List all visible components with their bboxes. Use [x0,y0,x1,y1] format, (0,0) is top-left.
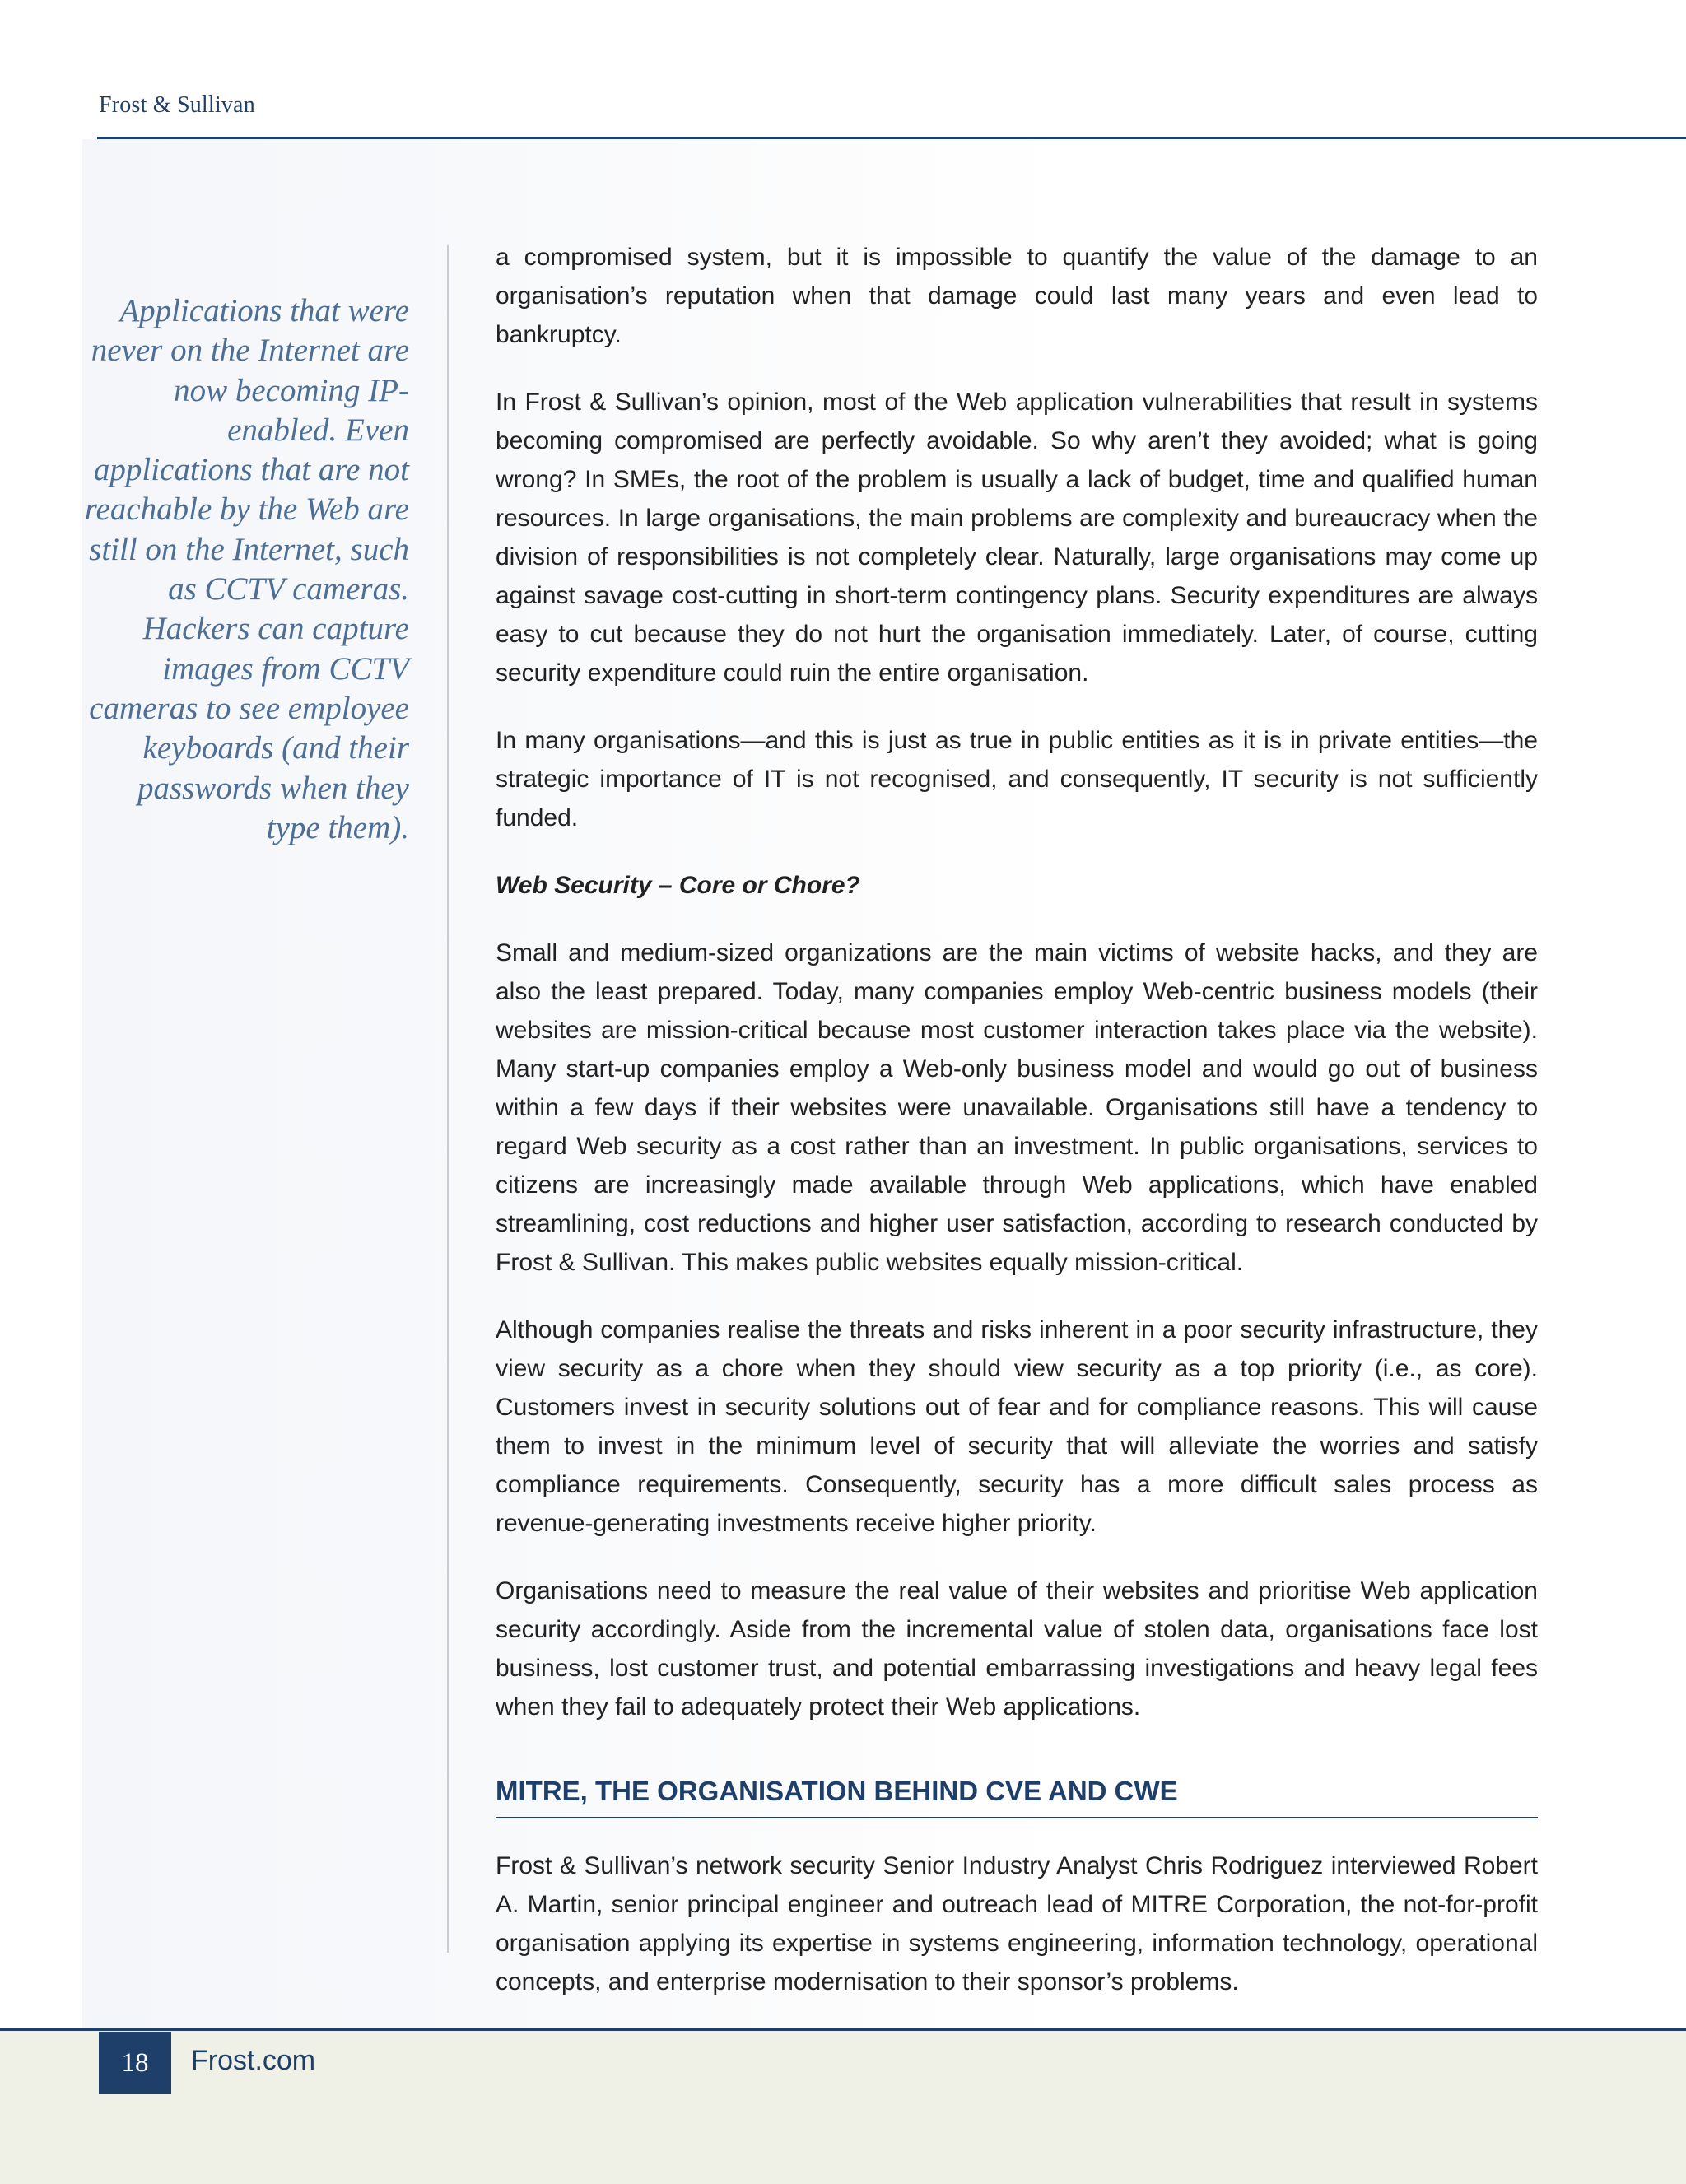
body-paragraph: Organisations need to measure the real value of their websites and prioritise Web application security accordingly. Aside from the incremental value of stolen data, organisations face lost business, lost customer trust, and potential embarrassing investigations and heavy legal fees when they fail to adequately protect their Web applications. [496,1577,1538,1721]
pull-quote: Applications that were never on the Internet are now becoming IP-enabled. Even applications that are not reachable by the Web are still on the Internet, such as CCTV cameras. Hackers can capture images from CCTV cameras to see employee keyboards (and their passwords when they type them). [84,293,409,845]
footer-site-link[interactable]: Frost.com [191,2045,316,2076]
body-paragraph: a compromised system, but it is impossible to quantify the value of the damage to an organisation’s reputation when that damage could last many years and even lead to bankruptcy. [496,244,1538,348]
main-column [496,238,1538,2030]
running-header: Frost & Sullivan [99,92,255,118]
body-paragraph: Small and medium-sized organizations are the main victims of website hacks, and they are also the least prepared. Today, many companies employ Web-centric business models (their websites are mission-critical because most customer interaction takes place via the website). Many start-up companies employ a Web-only business model and would go out of business within a few days if their websites were unavailable. Organisations still have a tendency to regard Web security as a cost rather than an investment. In public organisations, services to citizens are increasingly made available through Web applications, which have enabled streamlining, cost reductions and higher user satisfaction, according to research conducted by Frost & Sullivan. This makes public websites equally mission-critical. [496,939,1538,1276]
column-divider [447,245,449,1953]
body-paragraph: In Frost & Sullivan’s opinion, most of the Web application vulnerabilities that result in systems becoming compromised are perfectly avoidable. So why aren’t they avoided; what is going wrong? In SMEs, the root of the problem is usually a lack of budget, time and qualified human resources. In large organisations, the main problems are complexity and bureaucracy when the division of responsibilities is not completely clear. Naturally, large organisations may come up against savage cost-cutting in short-term contingency plans. Security expenditures are always easy to cut because they do not hurt the organisation immediately. Later, of course, cutting security expenditure could ruin the entire organisation. [496,389,1538,687]
subsection-heading: Web Security – Core or Chore? [496,872,860,899]
header-divider [97,137,1686,139]
body-paragraph: In many organisations—and this is just as true in public entities as it is in private entities—the strategic importance of IT is not recognised, and consequently, IT security is not sufficiently funded. [496,727,1538,831]
body-paragraph: Frost & Sullivan’s network security Senior Industry Analyst Chris Rodriguez interviewed Robert A. Martin, senior principal engineer and outreach lead of MITRE Corporation, the not-for-profit organisation applying its expertise in systems engineering, information technology, operational concepts, and enterprise modernisation to their sponsor’s problems. [496,1852,1538,1995]
page-number: 18 [99,2032,171,2094]
section-heading: MITRE, THE ORGANISATION BEHIND CVE AND CWE [496,1771,1538,1818]
body-paragraph: Although companies realise the threats and risks inherent in a poor security infrastructure, they view security as a chore when they should view security as a top priority (i.e., as core). Customers invest in security solutions out of fear and for compliance reasons. This will cause them to invest in the minimum level of security that will alleviate the worries and satisfy compliance requirements. Consequently, security has a more difficult sales process as revenue-generating investments receive higher priority. [496,1316,1538,1537]
